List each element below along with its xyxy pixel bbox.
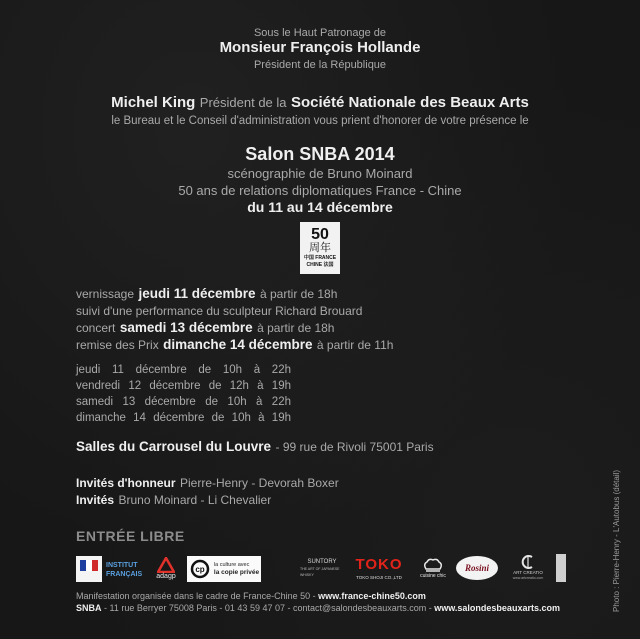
- event-dates: du 11 au 14 décembre: [247, 199, 393, 215]
- hours-day-3: samedi 13 décembre de 10h à 22h: [76, 396, 291, 408]
- guests-honor: Invités d'honneur Pierre-Henry - Devorah Boxer: [76, 476, 339, 490]
- hours-day-1: jeudi 11 décembre de 10h à 22h: [76, 364, 291, 376]
- patron-title: Président de la République: [253, 59, 387, 71]
- cuisine-chic-logo: cuisine chic: [416, 553, 450, 583]
- hours-day-2: vendredi 12 décembre de 12h à 19h: [76, 380, 291, 392]
- toko-logo: TOKO TOKO SHOJI CO.,LTD: [355, 555, 403, 580]
- france-chine-50-logo: [300, 222, 340, 274]
- photo-credit: Photo : Pierre-Henry - L'Autobus (détail): [612, 469, 621, 612]
- venue-address: - 99 rue de Rivoli 75001 Paris: [275, 440, 434, 454]
- snba-website-link[interactable]: www.salondesbeauxarts.com: [434, 603, 560, 613]
- venue-name: Salles du Carrousel du Louvre: [76, 439, 272, 454]
- copie-privee-logo: cp la culture avec la copie privée: [187, 556, 261, 582]
- guests-invited: Invités Bruno Moinard - Li Chevalier: [76, 493, 272, 507]
- adagp-icon: [157, 557, 175, 573]
- france-chine-link[interactable]: www.france-chine50.com: [318, 591, 426, 601]
- event-title: Salon SNBA 2014: [245, 144, 395, 164]
- suntory-logo: SUNTORY THE ART OF JAPANESE WHISKY: [300, 559, 340, 577]
- patron-name: Monsieur François Hollande: [219, 39, 421, 56]
- host-name: Michel King: [111, 94, 196, 111]
- svg-text:cp: cp: [195, 565, 205, 574]
- art-creatio-logo: ART CREATIO www.artcreatio.com: [503, 550, 553, 584]
- republique-francaise-logo: [76, 556, 102, 582]
- institut-francais-logo: INSTITUT FRANÇAIS: [106, 562, 143, 578]
- schedule-prize: remise des Prix dimanche 14 décembre à partir de 11h: [76, 337, 394, 352]
- logo-chinese: 周年: [309, 242, 331, 254]
- event-theme: 50 ans de relations diplomatiques France - Chine: [178, 183, 462, 198]
- schedule-concert: concert samedi 13 décembre à partir de 18h: [76, 320, 335, 335]
- schedule-performance: suivi d'une performance du sculpteur Richard Brouard: [76, 304, 363, 318]
- logo-line1: 中国 FRANCE: [303, 255, 337, 261]
- hours-day-4: dimanche 14 décembre de 10h à 19h: [76, 412, 291, 424]
- host-role: Président de la: [199, 95, 287, 110]
- rosini-logo: Rosini: [456, 556, 498, 580]
- schedule-vernissage: vernissage jeudi 11 décembre à partir de 18h: [76, 286, 338, 301]
- footer-line-2: SNBA - 11 rue Berryer 75008 Paris - 01 43 59 47 07 - contact@salondesbeauxarts.com - www.salondesbeauxarts.com: [76, 603, 560, 613]
- footer-line-1: Manifestation organisée dans le cadre de France-Chine 50 - www.france-chine50.com: [76, 591, 426, 601]
- logo-line2: CHINE 法国: [306, 262, 334, 268]
- patronage-intro: Sous le Haut Patronage de: [253, 27, 387, 39]
- society-name: Société Nationale des Beaux Arts: [290, 94, 529, 111]
- free-entry: ENTRÉE LIBRE: [76, 528, 185, 544]
- cp-icon: [189, 559, 211, 579]
- venue: [76, 438, 434, 456]
- vertical-tag-logo: [556, 554, 566, 582]
- event-scenography: scénographie de Bruno Moinard: [227, 166, 413, 181]
- logo-number: 50: [311, 226, 329, 243]
- invitation-line: le Bureau et le Conseil d'administration vous prient d'honorer de votre présence le: [111, 115, 529, 127]
- contact-email-link[interactable]: contact@salondesbeauxarts.com: [293, 603, 427, 613]
- chef-hat-icon: [422, 557, 444, 573]
- art-creatio-icon: [521, 554, 535, 570]
- host-line: [0, 94, 640, 112]
- adagp-logo: adagp: [150, 554, 182, 584]
